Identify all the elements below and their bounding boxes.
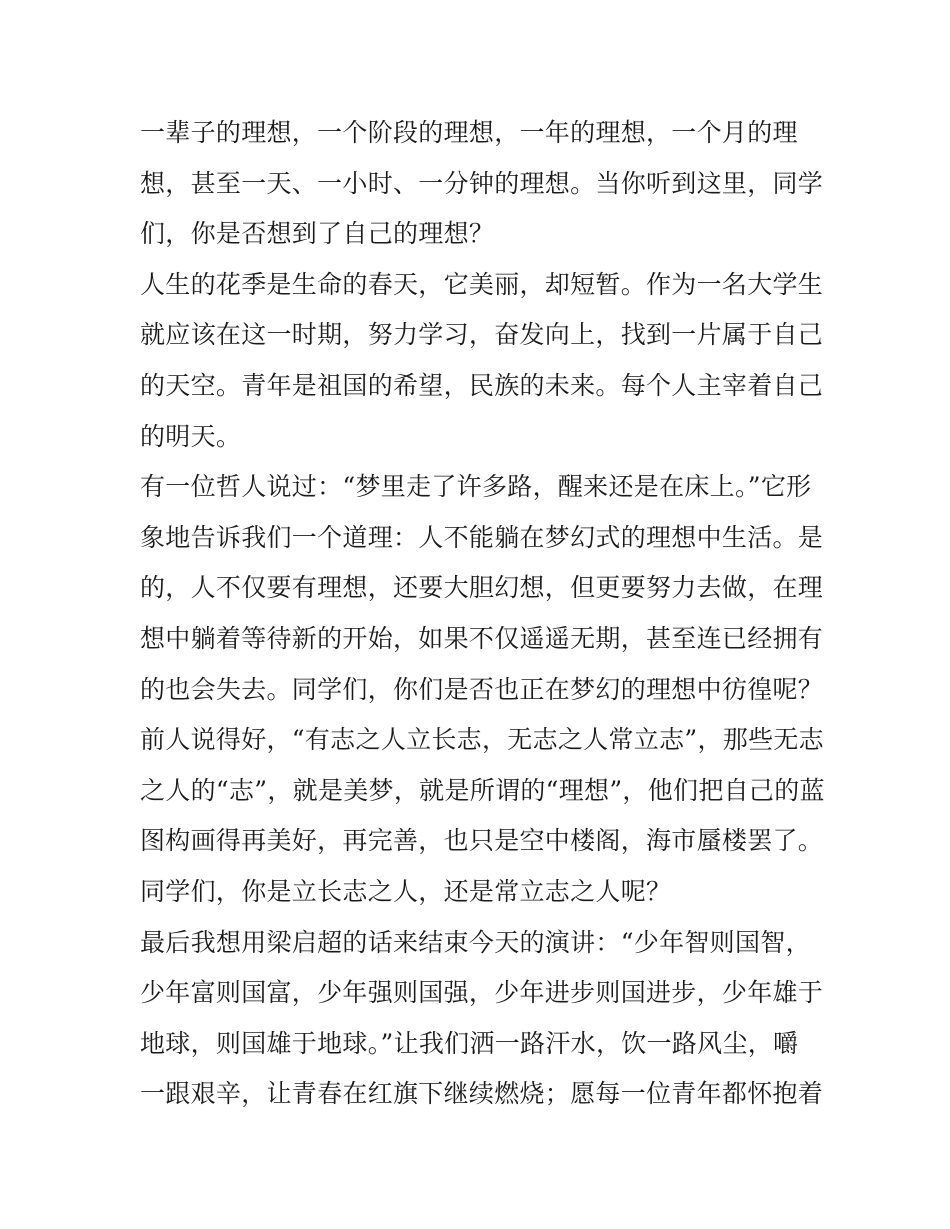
text-line-11: 想中躺着等待新的开始，如果不仅遥遥无期，甚至连已经拥有 xyxy=(140,623,824,653)
text-line-9: 象地告诉我们一个道理：人不能躺在梦幻式的理想中生活。是 xyxy=(140,522,824,552)
text-line-1: 一辈子的理想，一个阶段的理想，一年的理想，一个月的理 xyxy=(140,118,798,147)
text-line-20: 一跟艰辛，让青春在红旗下继续燃烧；愿每一位青年都怀抱着 xyxy=(140,1079,824,1109)
text-line-2: 想，甚至一天、一小时、一分钟的理想。当你听到这里，同学 xyxy=(140,168,824,198)
text-line-13: 前人说得好，“有志之人立长志，无志之人常立志”，那些无志 xyxy=(140,725,824,755)
text-line-6: 的天空。青年是祖国的希望，民族的未来。每个人主宰着自己 xyxy=(140,370,824,400)
speech-text-body xyxy=(140,108,825,1120)
text-line-18: 少年富则国富，少年强则国强，少年进步则国进步，少年雄于 xyxy=(140,978,824,1008)
text-line-15: 图构画得再美好，再完善，也只是空中楼阁，海市蜃楼罢了。 xyxy=(140,826,824,856)
text-line-14: 之人的“志”，就是美梦，就是所谓的“理想”，他们把自己的蓝 xyxy=(140,775,825,805)
text-line-12: 的也会失去。同学们，你们是否也正在梦幻的理想中彷徨呢？ xyxy=(140,674,824,704)
text-line-19: 地球，则国雄于地球。”让我们洒一路汗水，饮一路风尘，嚼 xyxy=(140,1028,799,1058)
text-line-7: 的明天。 xyxy=(140,421,242,451)
text-line-17: 最后我想用梁启超的话来结束今天的演讲：“少年智则国智， xyxy=(140,927,811,957)
text-line-3: 们，你是否想到了自己的理想？ xyxy=(140,219,495,249)
text-line-5: 就应该在这一时期，努力学习，奋发向上，找到一片属于自己 xyxy=(140,320,824,350)
text-line-4: 人生的花季是生命的春天，它美丽，却短暂。作为一名大学生 xyxy=(140,269,824,299)
text-line-16: 同学们，你是立长志之人，还是常立志之人呢？ xyxy=(140,876,672,906)
text-line-8: 有一位哲人说过：“梦里走了许多路，醒来还是在床上。”它形 xyxy=(140,472,812,502)
text-line-10: 的，人不仅要有理想，还要大胆幻想，但更要努力去做，在理 xyxy=(140,573,824,603)
